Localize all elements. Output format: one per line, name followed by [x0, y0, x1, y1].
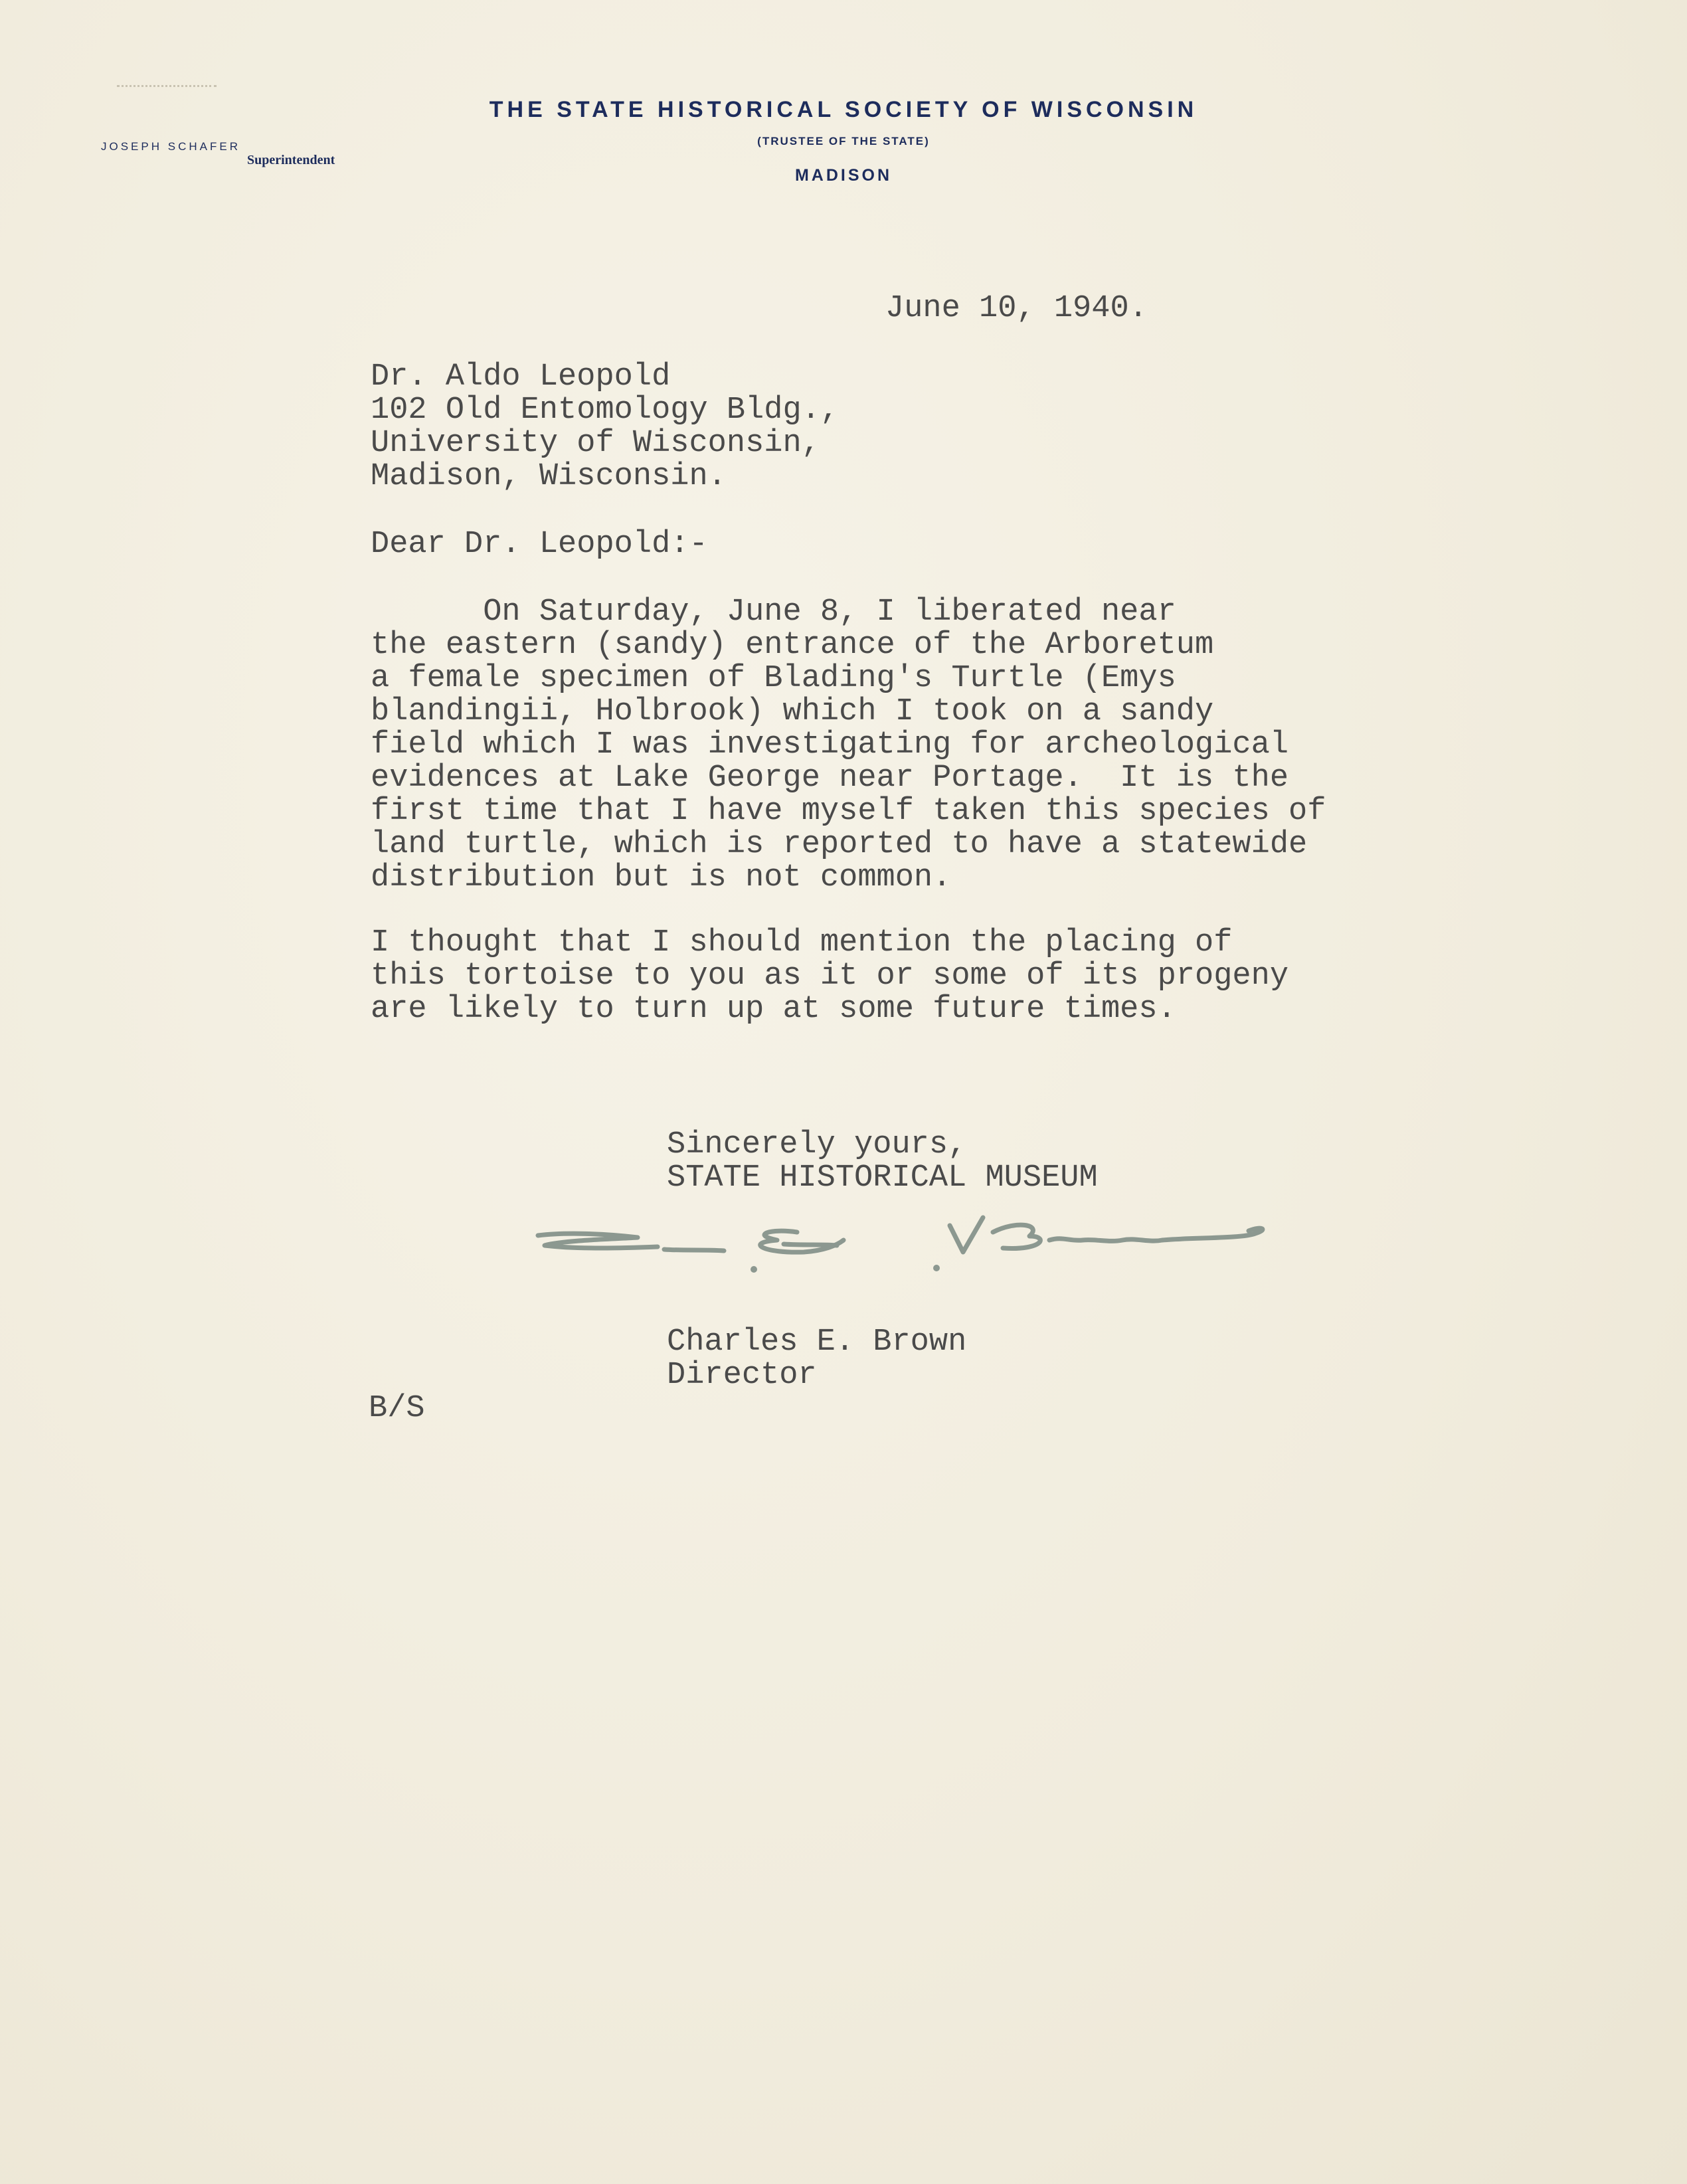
letterhead-trustee: (TRUSTEE OF THE STATE) — [757, 135, 930, 147]
superintendent-title: Superintendent — [247, 153, 335, 167]
paragraph-line: first time that I have myself taken this species of — [371, 794, 1326, 829]
closing-line: STATE HISTORICAL MUSEUM — [667, 1160, 1098, 1196]
paragraph-line: this tortoise to you as it or some of its progeny — [371, 958, 1289, 994]
address-line: University of Wisconsin, — [371, 426, 820, 461]
address-line: Madison, Wisconsin. — [371, 459, 727, 494]
signer-name: Charles E. Brown — [667, 1324, 967, 1360]
signer-block — [667, 1326, 966, 1392]
paragraph-line: the eastern (sandy) entrance of the Arboretum — [371, 628, 1214, 663]
paragraph-line: land turtle, which is reported to have a statewide — [371, 827, 1308, 862]
paragraph-line: distribution but is not common. — [371, 860, 952, 895]
paragraph-line: evidences at Lake George near Portage. It is the — [371, 761, 1289, 796]
faint-stamp-mark — [117, 85, 217, 92]
salutation: Dear Dr. Leopold:- — [371, 527, 708, 562]
closing-block — [667, 1129, 1098, 1195]
paragraph-line: I thought that I should mention the placing of — [371, 925, 1233, 960]
typist-initials: B/S — [369, 1391, 425, 1426]
superintendent-name: JOSEPH SCHAFER — [101, 140, 240, 153]
letterhead-city: MADISON — [794, 166, 893, 185]
address-line: 102 Old Entomology Bldg., — [371, 393, 840, 428]
address-line: Dr. Aldo Leopold — [371, 359, 671, 395]
letterhead-title: THE STATE HISTORICAL SOCIETY OF WISCONSIN — [489, 97, 1198, 122]
paragraph-line: are likely to turn up at some future times. — [371, 992, 1176, 1027]
body-paragraph-2 — [371, 927, 1288, 1026]
recipient-address — [371, 361, 839, 494]
handwritten-signature — [525, 1206, 1348, 1285]
paragraph-line: field which I was investigating for archeological — [371, 727, 1289, 763]
paragraph-line: blandingii, Holbrook) which I took on a sandy — [371, 694, 1214, 729]
letter-date: June 10, 1940. — [885, 291, 1148, 326]
paragraph-line: On Saturday, June 8, I liberated near — [371, 594, 1176, 630]
paragraph-line: a female specimen of Blading's Turtle (Emys — [371, 661, 1176, 696]
body-paragraph-1 — [371, 596, 1326, 895]
signer-title: Director — [667, 1358, 817, 1393]
closing-line: Sincerely yours, — [667, 1127, 967, 1162]
